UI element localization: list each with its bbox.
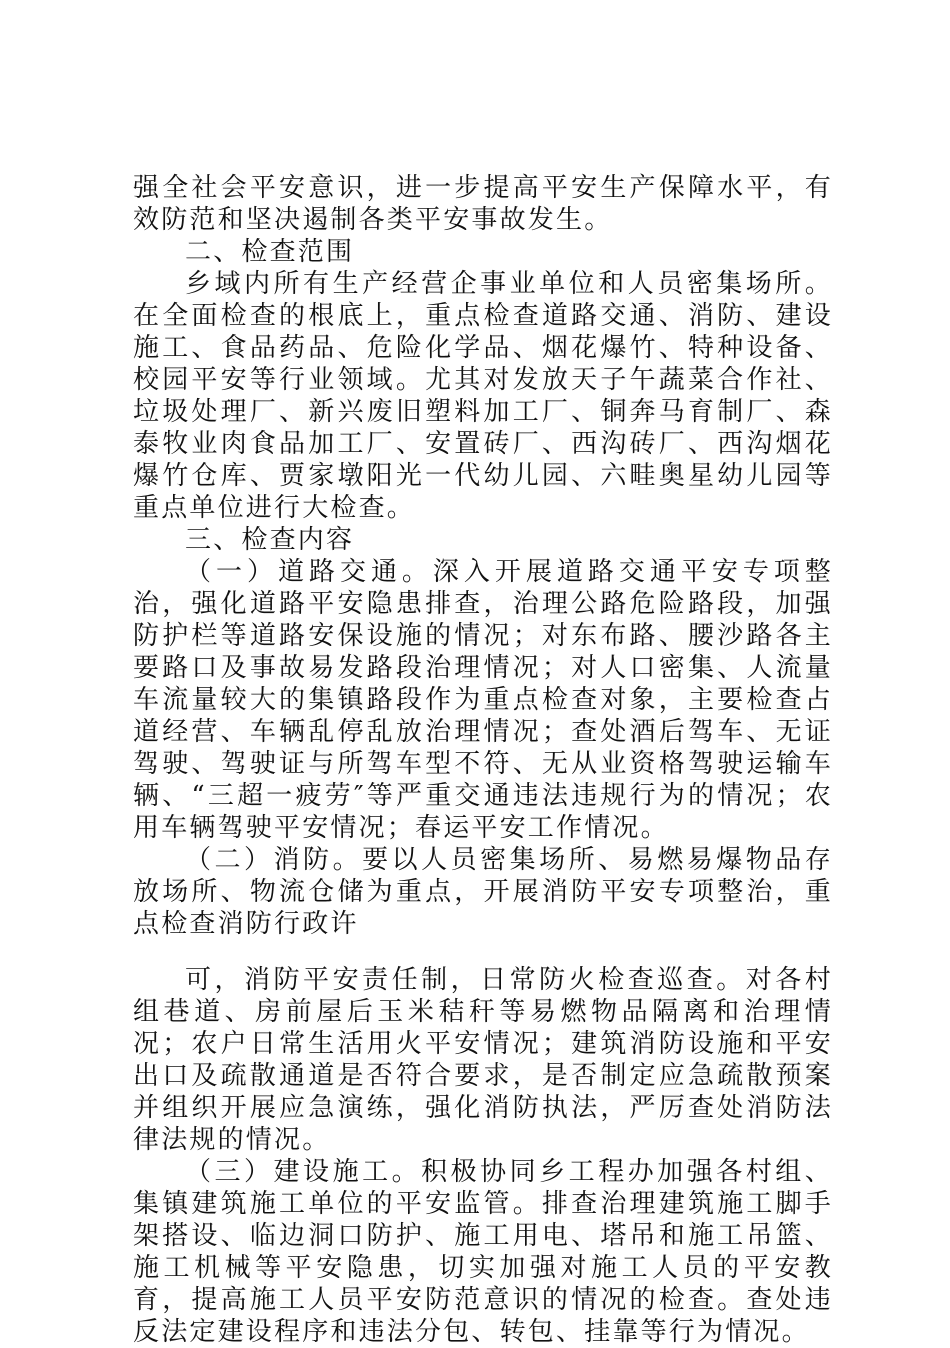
section-heading-content: 三、检查内容 [185, 525, 355, 555]
section-heading-scope: 二、检查范围 [185, 237, 355, 267]
paragraph-fire-safety: （二）消防。要以人员密集场所、易燃易爆物品存放场所、物流仓储为重点，开展消防平安专项整治，重点检查消防行政许 [133, 845, 833, 939]
paragraph-scope: 乡域内所有生产经营企事业单位和人员密集场所。在全面检查的根底上，重点检查道路交通、消防、建设施工、食品药品、危险化学品、烟花爆竹、特种设备、校园平安等行业领域。尤其对发放天子午蔬菜合作社、垃圾处理厂、新兴废旧塑料加工厂、铜奔马育制厂、森泰牧业肉食品加工厂、安置砖厂、西沟砖厂、西沟烟花爆竹仓库、贾家墩阳光一代幼儿园、六畦奥星幼儿园等重点单位进行大检查。 [133, 269, 833, 523]
document-body [133, 172, 833, 1348]
paragraph-fire-safety-continued: 可，消防平安责任制，日常防火检查巡查。对各村组巷道、房前屋后玉米秸秆等易燃物品隔离和治理情况；农户日常生活用火平安情况；建筑消防设施和平安出口及疏散通道是否符合要求，是否制定应急疏散预案并组织开展应急演练，强化消防执法，严厉查处消防法律法规的情况。 [133, 965, 833, 1155]
paragraph-construction: （三）建设施工。积极协同乡工程办加强各村组、集镇建筑施工单位的平安监管。排查治理建筑施工脚手架搭设、临边洞口防护、施工用电、塔吊和施工吊篮、施工机械等平安隐患，切实加强对施工人员的平安教育，提高施工人员平安防范意识的情况的检查。查处违反法定建设程序和违法分包、转包、挂靠等行为情况。 [133, 1157, 833, 1347]
paragraph-intro-continuation: 强全社会平安意识，进一步提高平安生产保障水平，有效防范和坚决遏制各类平安事故发生。 [133, 173, 833, 235]
paragraph-gap [133, 940, 833, 964]
paragraph-road-traffic: （一）道路交通。深入开展道路交通平安专项整治，强化道路平安隐患排查，治理公路危险路段，加强防护栏等道路安保设施的情况；对东布路、腰沙路各主要路口及事故易发路段治理情况；对人口密集、人流量车流量较大的集镇路段作为重点检查对象，主要检查占道经营、车辆乱停乱放治理情况；查处酒后驾车、无证驾驶、驾驶证与所驾车型不符、无从业资格驾驶运输车辆、“三超一疲劳″等严重交通违法违规行为的情况；农用车辆驾驶平安情况；春运平安工作情况。 [133, 557, 833, 843]
